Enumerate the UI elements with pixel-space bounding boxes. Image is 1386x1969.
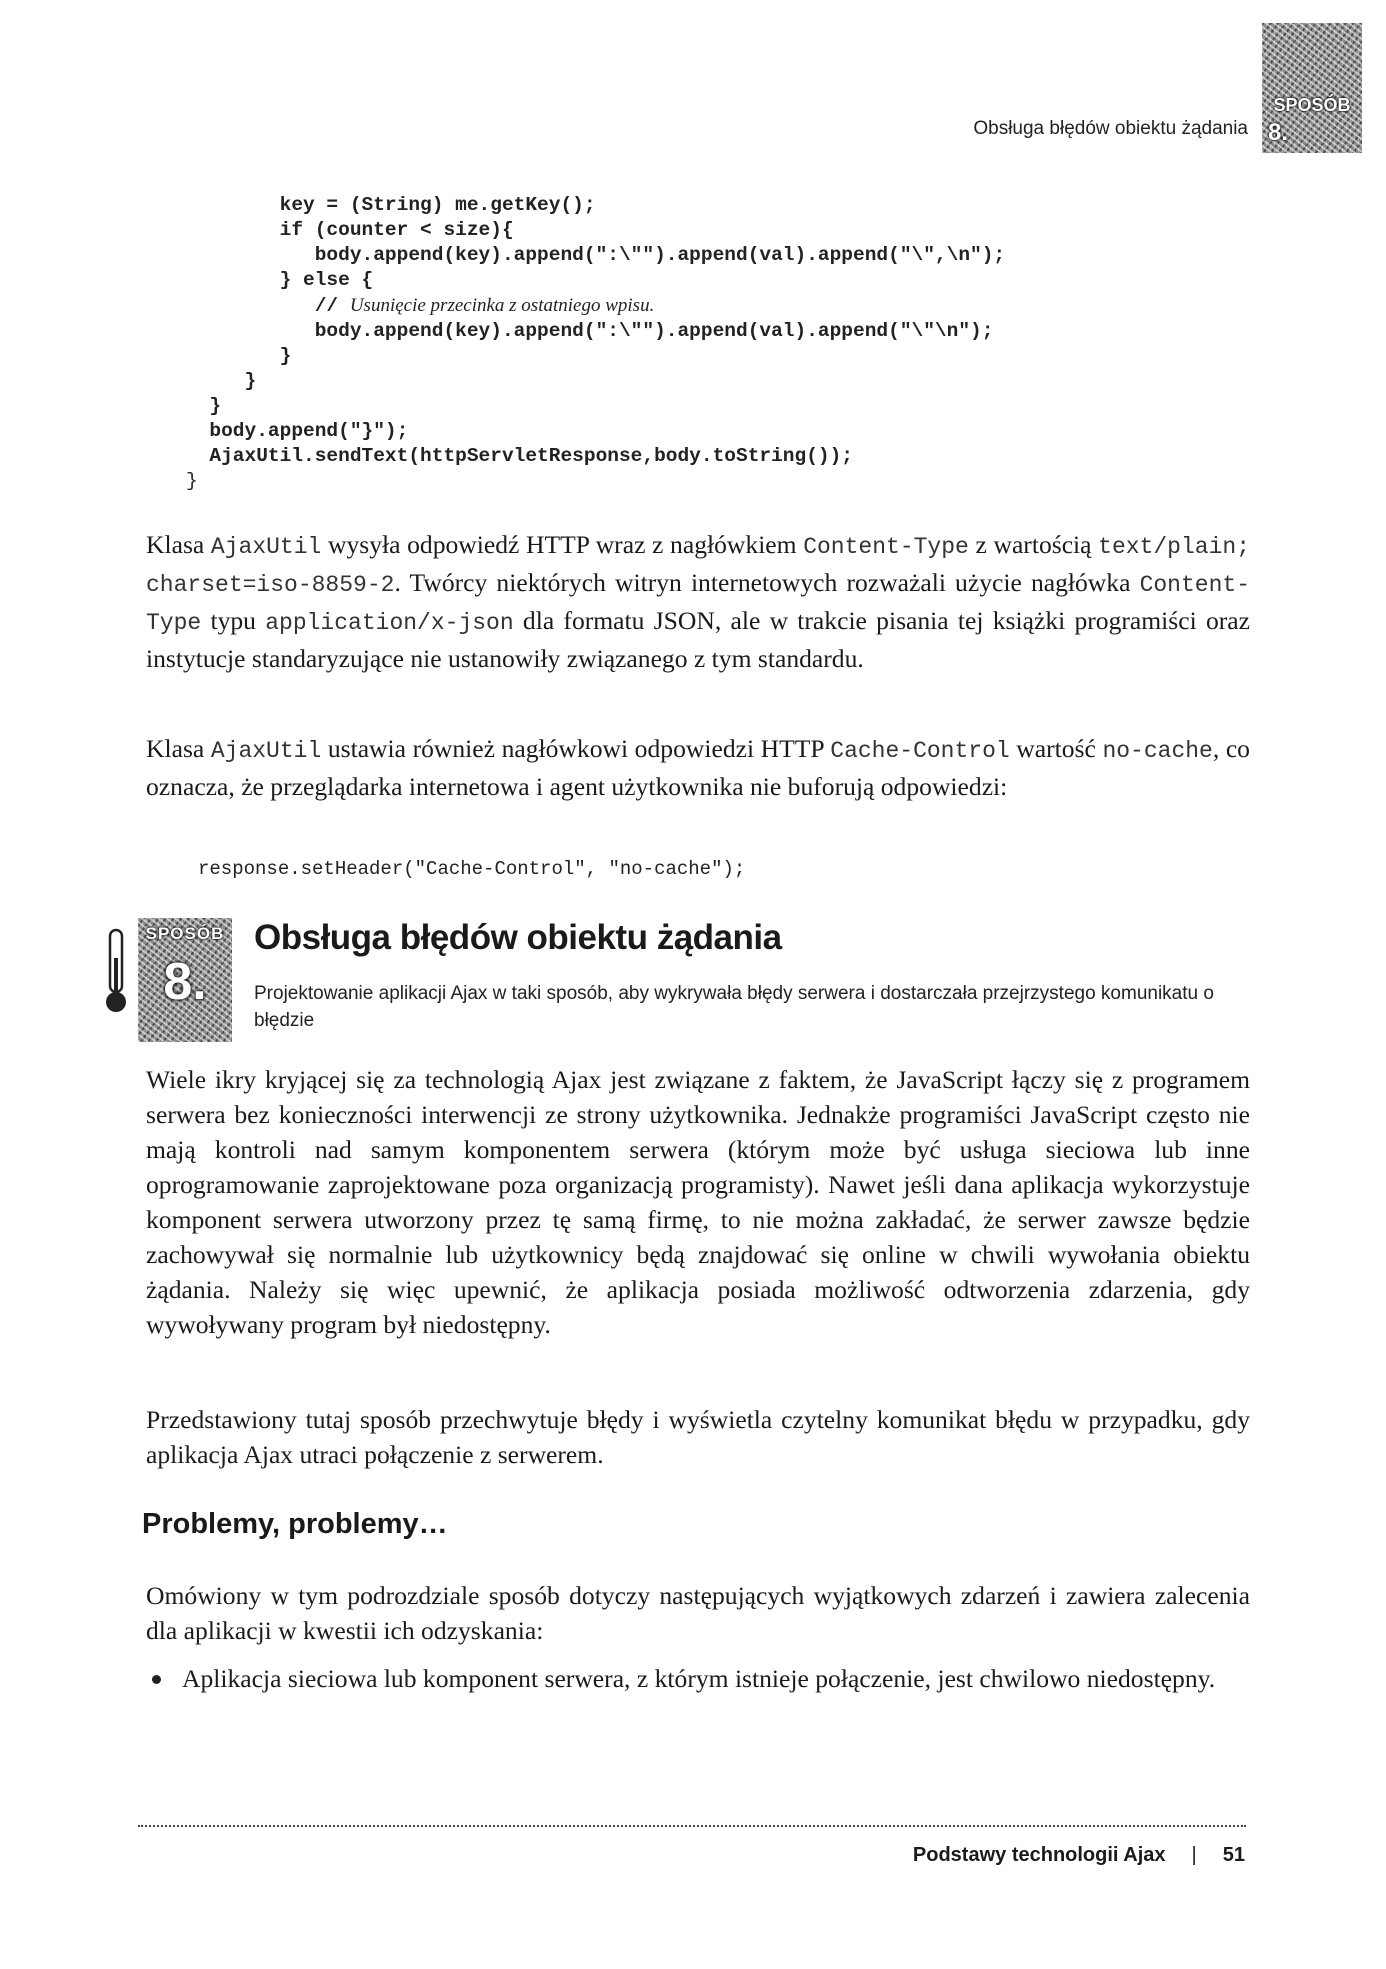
hack-badge-label: SPOSÓB [145,924,225,943]
footer-divider [138,1825,1246,1827]
hack-badge-number: 8. [163,953,207,1011]
corner-badge-label: SPOSÓB [1273,95,1351,115]
code-line: } [186,370,257,392]
code-line: } else { [186,269,374,291]
list-item: Aplikacja sieciowa lub komponent serwera, z którym istnieje połączenie, jest chwilowo niedostępny. [146,1661,1246,1696]
paragraph-hack-summary: Przedstawiony tutaj sposób przechwytuje błędy i wyświetla czytelny komunikat błędu w przypadku, gdy aplikacja Ajax utraci połączenie z serwerem. [146,1405,1250,1469]
paragraph-cache-control: Klasa AjaxUtil ustawia również nagłówkowi odpowiedzi HTTP Cache-Control wartość no-cache, co oznacza, że przeglądarka internetowa i agent użytkownika nie buforują odpowiedzi: [146,734,1250,801]
paragraph-intro: Wiele ikry kryjącej się za technologią Ajax jest związane z faktem, że JavaScript łączy się z programem serwera bez konieczności interwencji ze strony użytkownika. Jednakże programiści JavaScript często nie mają kontroli nad samym komponentem serwera (którym może być usługa sieciowa lub inne oprogramowanie zaprojektowane poza organizacją programisty). Nawet jeśli dana aplikacja wykorzystuje komponent serwera utworzony przez tę samą firmę, to nie można zakładać, że serwer zawsze będzie zachowywał się normalnie lub użytkownicy będą znajdować się online w chwili wywołania obiektu żądania. Należy się więc upewnić, że aplikacja posiada możliwość odtworzenia zdarzenia, gdy wywoływany program był niedostępny. [146,1065,1250,1339]
running-head-title: Obsługa błędów obiektu żądania [973,118,1248,139]
code-snippet-set-header: response.setHeader("Cache-Control", "no-cache"); [198,858,746,880]
code-comment: Usunięcie przecinka z ostatniego wpisu. [349,295,655,316]
paragraph-exceptions: Omówiony w tym podrozdziale sposób dotyczy następujących wyjątkowych zdarzeń i zawiera zalecenia dla aplikacji w kwestii ich odzyskania: [146,1581,1250,1645]
page-number: 51 [1222,1844,1245,1866]
corner-hack-badge [1262,23,1362,153]
paragraph-content-type: Klasa AjaxUtil wysyła odpowiedź HTTP wraz z nagłówkiem Content-Type z wartością text/plain; charset=iso-8859-2. Twórcy niektórych witryn internetowych rozważali użycie nagłówka Content-Type typu application/x-json dla formatu JSON, ale w trakcie pisania tej książki programiści oraz instytucje standaryzujące nie ustanowiły związanego z tym standardu. [146,530,1250,673]
code-line: } [186,395,222,417]
code-line: body.append(key).append(":\"").append(val).append("\"\n"); [186,320,994,342]
corner-badge-number: 8. [1268,119,1289,146]
code-line: } [186,470,198,492]
code-listing [186,193,1005,494]
page-footer [913,1844,1245,1867]
hack-badge [138,918,232,1042]
bullet-list [146,1661,1246,1696]
code-line: // [186,295,350,317]
code-line: body.append(key).append(":\"").append(val).append("\",\n"); [186,244,1006,266]
hack-title: Obsługa błędów obiektu żądania [254,918,782,957]
code-line: } [186,345,292,367]
thermometer-icon [104,928,128,1016]
footer-book-title: Podstawy technologii Ajax [912,1844,1166,1866]
section-heading: Problemy, problemy… [142,1508,448,1540]
hack-subtitle: Projektowanie aplikacji Ajax w taki sposób, aby wykrywała błędy serwera i dostarczała przejrzystego komunikatu o błędzie [254,983,1214,1031]
footer-separator: | [1191,1844,1197,1866]
code-line: if (counter < size){ [186,219,514,241]
code-line: AjaxUtil.sendText(httpServletResponse,body.toString()); [186,445,854,467]
code-line: body.append("}"); [186,420,409,442]
code-line: key = (String) me.getKey(); [186,194,596,216]
